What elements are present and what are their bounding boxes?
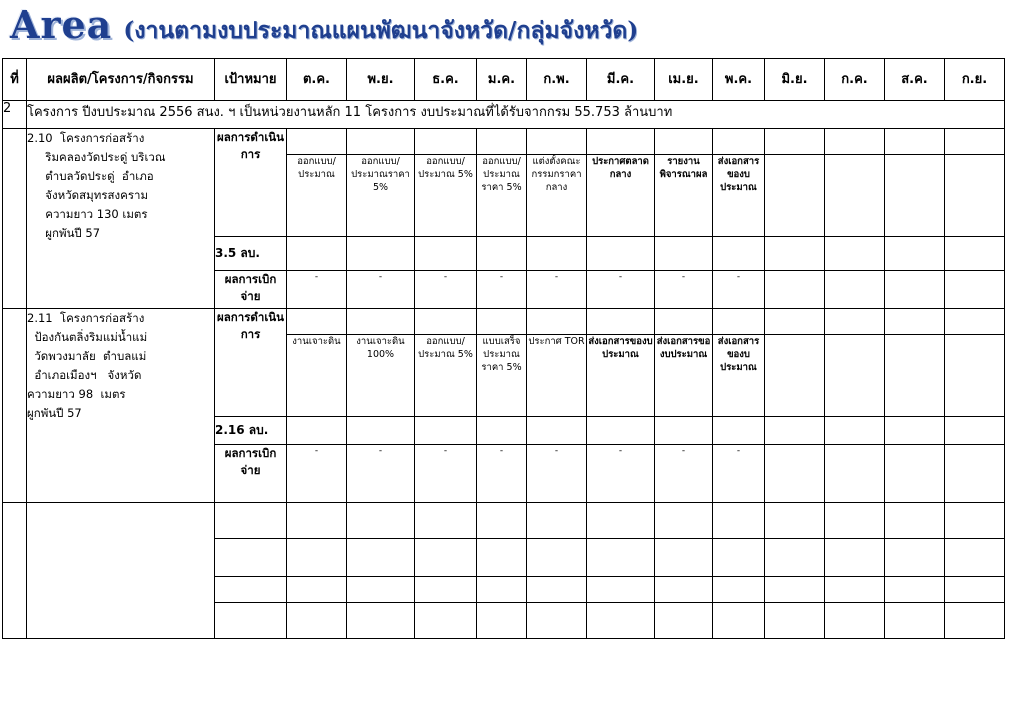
- disburse-cell: [945, 271, 1005, 309]
- disburse-cell: -: [415, 271, 477, 309]
- header-month: มิ.ย.: [765, 59, 825, 101]
- disburse-cell: -: [527, 271, 587, 309]
- header-month: ต.ค.: [287, 59, 347, 101]
- progress-cell: ออกแบบ/ประมาณราคา 5%: [347, 155, 415, 237]
- disburse-label: ผลการเบิกจ่าย: [215, 445, 287, 503]
- header-month: พ.ย.: [347, 59, 415, 101]
- disburse-cell: -: [655, 271, 713, 309]
- progress-cell: [765, 335, 825, 417]
- empty-row: [3, 503, 1005, 539]
- progress-label: ผลการดำเนินการ: [215, 129, 287, 237]
- progress-cell: ส่งเอกสารของบประมาณ: [713, 335, 765, 417]
- project-name: 2.10 โครงการก่อสร้าง ริมคลองวัดประดู่ บริเวณ ตำบลวัดประดู่ อำเภอ จังหวัดสมุทรสงคราม ความยาว 130 เมตร ผูกพันปี 57: [27, 129, 215, 309]
- disburse-cell: -: [347, 445, 415, 503]
- disburse-cell: [885, 445, 945, 503]
- progress-cell: ออกแบบ/ประมาณ 5%: [415, 155, 477, 237]
- header-month: ม.ค.: [477, 59, 527, 101]
- disburse-cell: -: [477, 271, 527, 309]
- progress-cell: [825, 155, 885, 237]
- progress-cell: ส่งเอกสารของบประมาณ: [713, 155, 765, 237]
- progress-cell: [945, 155, 1005, 237]
- progress-cell: [885, 155, 945, 237]
- disburse-label: ผลการเบิกจ่าย: [215, 271, 287, 309]
- header-target: เป้าหมาย: [215, 59, 287, 101]
- progress-cell: [825, 335, 885, 417]
- disburse-cell: [765, 445, 825, 503]
- budget-value: 3.5 ลบ.: [215, 237, 287, 271]
- progress-cell: งานเจาะดิน 100%: [347, 335, 415, 417]
- header-month: ธ.ค.: [415, 59, 477, 101]
- disburse-cell: -: [347, 271, 415, 309]
- header-month: มี.ค.: [587, 59, 655, 101]
- disburse-cell: [765, 271, 825, 309]
- header-month: ก.พ.: [527, 59, 587, 101]
- project-name: 2.11 โครงการก่อสร้าง ป้องกันตลิ่งริมแม่น้ำแม่ วัดพวงมาลัย ตำบลแม่ อำเภอเมืองฯ จังหวัด ความยาว 98 เมตร ผูกพันปี 57: [27, 309, 215, 503]
- disburse-cell: -: [287, 271, 347, 309]
- disburse-cell: -: [655, 445, 713, 503]
- title-subtitle: (งานตามงบประมาณแผนพัฒนาจังหวัด/กลุ่มจังหวัด): [123, 17, 639, 44]
- disburse-cell: -: [713, 271, 765, 309]
- progress-cell: ประกาศ TOR: [527, 335, 587, 417]
- header-product: ผลผลิต/โครงการ/กิจกรรม: [27, 59, 215, 101]
- header-month: เม.ย.: [655, 59, 713, 101]
- disburse-cell: [825, 271, 885, 309]
- progress-cell: ออกแบบ/ประมาณราคา 5%: [477, 155, 527, 237]
- progress-cell: ออกแบบ/ประมาณ 5%: [415, 335, 477, 417]
- progress-cell: แต่งตั้งคณะกรรมกราคากลาง: [527, 155, 587, 237]
- progress-cell: [945, 335, 1005, 417]
- summary-no: 2: [3, 101, 27, 129]
- header-month: ส.ค.: [885, 59, 945, 101]
- summary-row: [3, 101, 1005, 129]
- project-row: [3, 129, 1005, 155]
- disburse-cell: -: [287, 445, 347, 503]
- progress-cell: แบบเสร็จประมาณราคา 5%: [477, 335, 527, 417]
- header-month: พ.ค.: [713, 59, 765, 101]
- disburse-cell: [945, 445, 1005, 503]
- disburse-cell: -: [713, 445, 765, 503]
- progress-cell: ประกาศตลาดกลาง: [587, 155, 655, 237]
- title-main: Area: [10, 2, 113, 47]
- header-row: [3, 59, 1005, 101]
- disburse-cell: [825, 445, 885, 503]
- progress-cell: [885, 335, 945, 417]
- summary-text: โครงการ ปีงบประมาณ 2556 สนง. ฯ เป็นหน่วยงานหลัก 11 โครงการ งบประมาณที่ได้รับจากกรม 55.753 ล้านบาท: [27, 101, 1005, 129]
- disburse-cell: -: [415, 445, 477, 503]
- progress-label: ผลการดำเนินการ: [215, 309, 287, 417]
- budget-value: 2.16 ลบ.: [215, 417, 287, 445]
- header-no: ที่: [3, 59, 27, 101]
- plan-table: [2, 58, 1005, 639]
- disburse-cell: -: [587, 271, 655, 309]
- progress-cell: รายงานพิจารณาผล: [655, 155, 713, 237]
- progress-cell: ส่งเอกสารของบประมาณ: [655, 335, 713, 417]
- header-month: ก.ย.: [945, 59, 1005, 101]
- disburse-cell: -: [477, 445, 527, 503]
- progress-cell: ส่งเอกสารของบประมาณ: [587, 335, 655, 417]
- progress-cell: ออกแบบ/ประมาณ: [287, 155, 347, 237]
- progress-cell: [765, 155, 825, 237]
- disburse-cell: [885, 271, 945, 309]
- page-title: [10, 2, 638, 54]
- disburse-cell: -: [587, 445, 655, 503]
- disburse-cell: -: [527, 445, 587, 503]
- progress-cell: งานเจาะดิน: [287, 335, 347, 417]
- header-month: ก.ค.: [825, 59, 885, 101]
- project-row: [3, 309, 1005, 335]
